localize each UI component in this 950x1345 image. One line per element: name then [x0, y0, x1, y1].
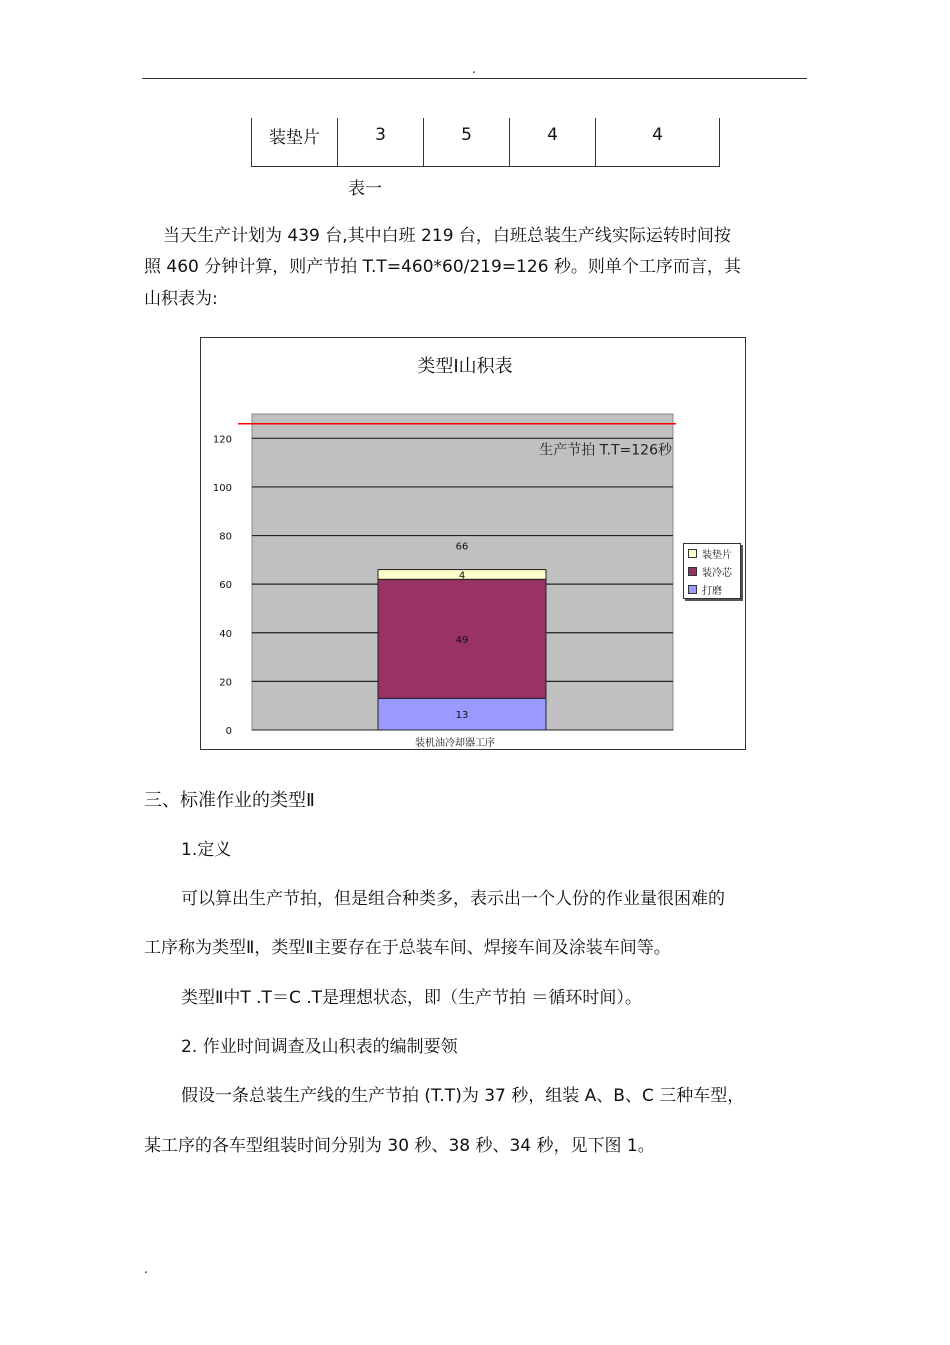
paragraph-line: 类型Ⅱ中T .T＝C .T是理想状态，即（生产节拍 ＝循环时间）。 — [181, 988, 642, 1008]
y-tick-label: 60 — [219, 580, 232, 592]
y-tick-label: 20 — [219, 677, 232, 689]
header-dot: . — [472, 62, 476, 76]
legend-label: 打磨 — [702, 586, 722, 597]
paragraph-line: 假设一条总装生产线的生产节拍 (T.T)为 37 秒，组装 A、B、C 三种车型， — [181, 1086, 745, 1106]
footer-dot: . — [144, 1262, 148, 1276]
section-heading: 三、标准作业的类型Ⅱ — [144, 790, 315, 811]
paragraph-line: 工序称为类型Ⅱ，类型Ⅱ主要存在于总装车间、焊接车间及涂装车间等。 — [144, 938, 671, 958]
legend-swatch — [688, 549, 697, 558]
y-tick-label: 0 — [225, 726, 232, 737]
y-tick-label: 100 — [212, 482, 232, 494]
paragraph-line: 可以算出生产节拍，但是组合种类多，表示出一个人份的作业量很困难的 — [181, 889, 725, 909]
legend-swatch — [688, 567, 697, 576]
legend-item — [688, 564, 732, 579]
table-cell: 5 — [424, 118, 510, 166]
legend-label: 装冷芯 — [702, 568, 732, 579]
paragraph-line: 某工序的各车型组装时间分别为 30 秒、38 秒、34 秒，见下图 1。 — [144, 1136, 655, 1156]
y-tick-label: 40 — [219, 628, 232, 640]
table-cell: 装垫片 — [252, 118, 338, 166]
legend-label: 装垫片 — [702, 550, 732, 561]
chart-legend — [683, 543, 741, 599]
legend-swatch — [688, 585, 697, 594]
legend-item — [688, 582, 722, 597]
y-tick-label: 80 — [219, 531, 232, 543]
legend-item — [688, 546, 732, 561]
subheading: 1.定义 — [181, 840, 232, 860]
takt-time-label: 生产节拍 T.T=126秒 — [539, 442, 672, 459]
x-tick-label: 装机油冷却器工序 — [415, 738, 495, 749]
table-cell: 4 — [596, 118, 720, 166]
data-label: 13 — [455, 710, 469, 722]
data-label: 4 — [458, 570, 466, 582]
y-tick-label: 120 — [212, 434, 232, 446]
data-label: 49 — [455, 634, 469, 646]
paragraph-line: 当天生产计划为 439 台,其中白班 219 台，白班总装生产线实际运转时间按 — [163, 226, 731, 246]
table-caption: 表一 — [348, 179, 382, 199]
chart-title: 类型Ⅰ山积表 — [417, 356, 513, 377]
subheading: 2. 作业时间调查及山积表的编制要领 — [181, 1037, 458, 1057]
table-cell: 4 — [510, 118, 596, 166]
table-cell: 3 — [338, 118, 424, 166]
total-label: 66 — [455, 541, 469, 553]
paragraph-line: 山积表为: — [144, 289, 218, 309]
paragraph-line: 照 460 分钟计算，则产节拍 T.T=460*60/219=126 秒。则单个工序而言，其 — [144, 257, 741, 277]
